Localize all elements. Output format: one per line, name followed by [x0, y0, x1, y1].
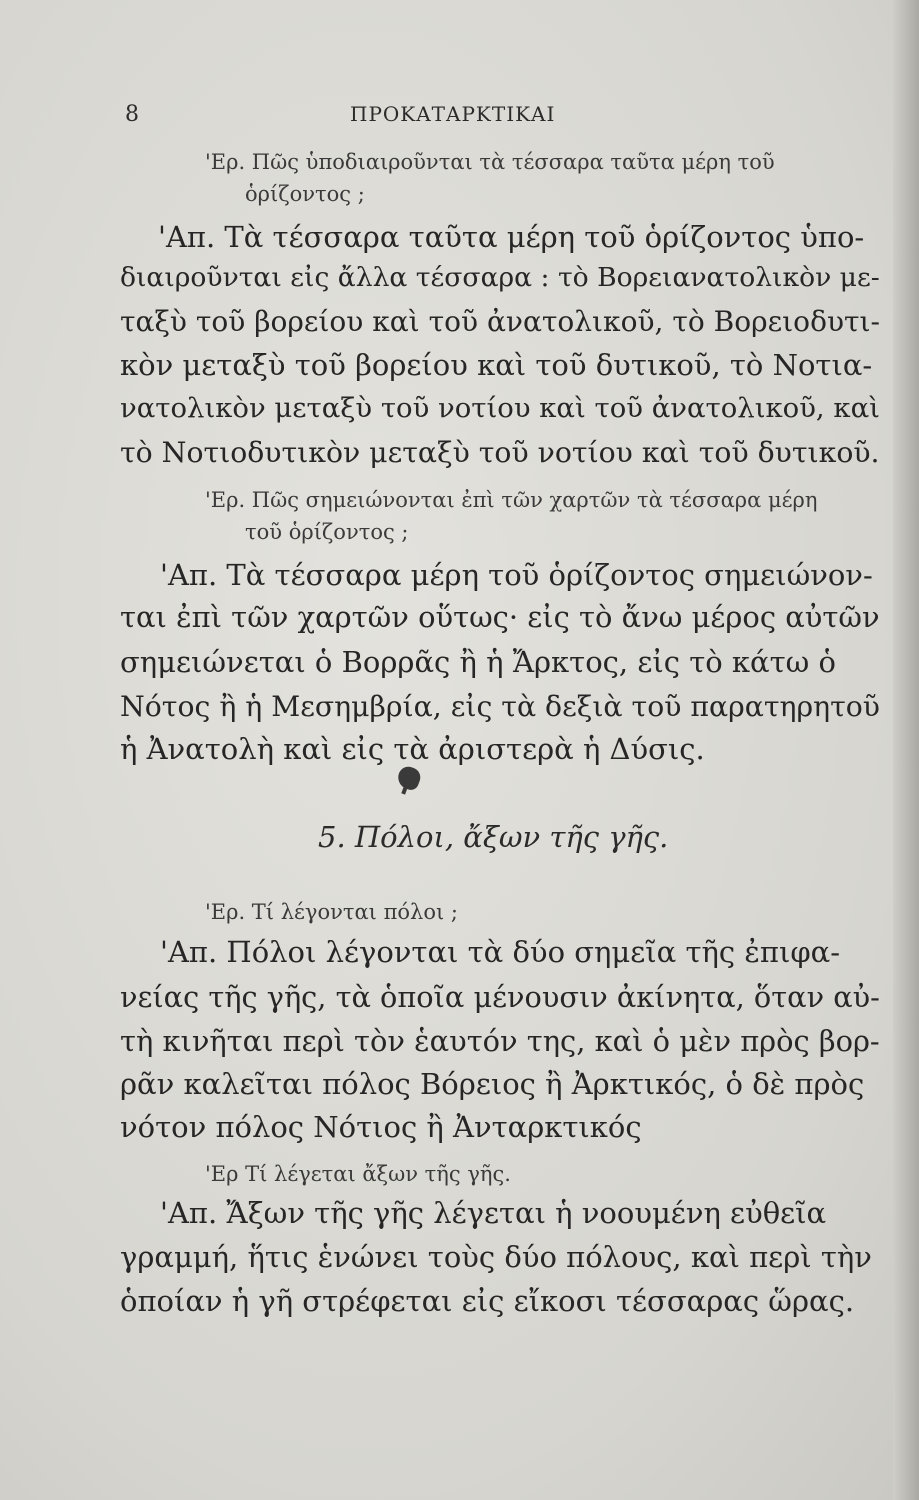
- answer-line: γραμμή, ἥτις ἑνώνει τοὺς δύο πόλους, καὶ περὶ τὴν: [120, 1240, 872, 1274]
- page-edge-shadow: [893, 0, 919, 1500]
- question-line: 'Ερ. Πῶς σημειώνονται ἐπὶ τῶν χαρτῶν τὰ τέσσαρα μέρη: [205, 488, 818, 512]
- page-number: 8: [125, 102, 139, 127]
- answer-line: 'Απ. Τὰ τέσσαρα ταῦτα μέρη τοῦ ὁρίζοντος ὑπο-: [158, 220, 865, 254]
- answer-line: ταξὺ τοῦ βορείου καὶ τοῦ ἀνατολικοῦ, τὸ Βορειοδυτι-: [120, 305, 880, 338]
- answer-line: 'Απ. Ἄξων τῆς γῆς λέγεται ἡ νοουμένη εὐθεῖα: [160, 1196, 827, 1230]
- page-header: [125, 102, 825, 142]
- running-title: ΠΡΟΚΑΤΑΡΚΤΙΚΑΙ: [350, 102, 556, 126]
- question-line: 'Ερ. Τί λέγονται πόλοι ;: [205, 900, 458, 924]
- answer-line: διαιροῦνται εἰς ἄλλα τέσσαρα : τὸ Βορειανατολικὸν με-: [120, 262, 880, 293]
- answer-line: ρᾶν καλεῖται πόλος Βόρειος ἢ Ἀρκτικός, ὁ δὲ πρὸς: [120, 1067, 865, 1101]
- answer-line: 'Απ. Πόλοι λέγονται τὰ δύο σημεῖα τῆς ἐπιφα-: [160, 935, 841, 969]
- section-heading: 5. Πόλοι, ἄξων τῆς γῆς.: [318, 820, 669, 854]
- question-line: 'Ερ. Πῶς ὑποδιαιροῦνται τὰ τέσσαρα ταῦτα μέρη τοῦ: [205, 150, 775, 174]
- answer-line: νείας τῆς γῆς, τὰ ὁποῖα μένουσιν ἀκίνητα, ὅταν αὐ-: [120, 980, 880, 1014]
- answer-line: 'Απ. Τὰ τέσσαρα μέρη τοῦ ὁρίζοντος σημειώνον-: [160, 558, 873, 592]
- answer-line: νότον πόλος Νότιος ἢ Ἀνταρκτικός: [120, 1110, 642, 1144]
- answer-line: τὴ κινῆται περὶ τὸν ἑαυτόν της, καὶ ὁ μὲν πρὸς βορ-: [120, 1024, 880, 1058]
- answer-line: κὸν μεταξὺ τοῦ βορείου καὶ τοῦ δυτικοῦ, τὸ Νοτια-: [120, 348, 873, 382]
- answer-line: ται ἐπὶ τῶν χαρτῶν οὕτως· εἰς τὸ ἄνω μέρος αὐτῶν: [120, 600, 880, 634]
- answer-line: νατολικὸν μεταξὺ τοῦ νοτίου καὶ τοῦ ἀνατολικοῦ, καὶ: [120, 392, 880, 424]
- answer-line: σημειώνεται ὁ Βορρᾶς ἢ ἡ Ἄρκτος, εἰς τὸ κάτω ὁ: [120, 645, 836, 679]
- answer-line: Νότος ἢ ἡ Μεσημβρία, εἰς τὰ δεξιὰ τοῦ παρατηρητοῦ: [120, 690, 880, 723]
- question-line: 'Ερ Τί λέγεται ἄξων τῆς γῆς.: [205, 1162, 511, 1186]
- question-line: τοῦ ὁρίζοντος ;: [245, 520, 409, 544]
- answer-line: ἡ Ἀνατολὴ καὶ εἰς τὰ ἀριστερὰ ἡ Δύσις.: [120, 732, 705, 766]
- answer-line: ὁποίαν ἡ γῆ στρέφεται εἰς εἴκοσι τέσσαρας ὥρας.: [120, 1284, 855, 1318]
- question-line: ὁρίζοντος ;: [245, 182, 365, 206]
- answer-line: τὸ Νοτιοδυτικὸν μεταξὺ τοῦ νοτίου καὶ τοῦ δυτικοῦ.: [120, 436, 880, 469]
- ink-blot-ornament: [395, 764, 423, 792]
